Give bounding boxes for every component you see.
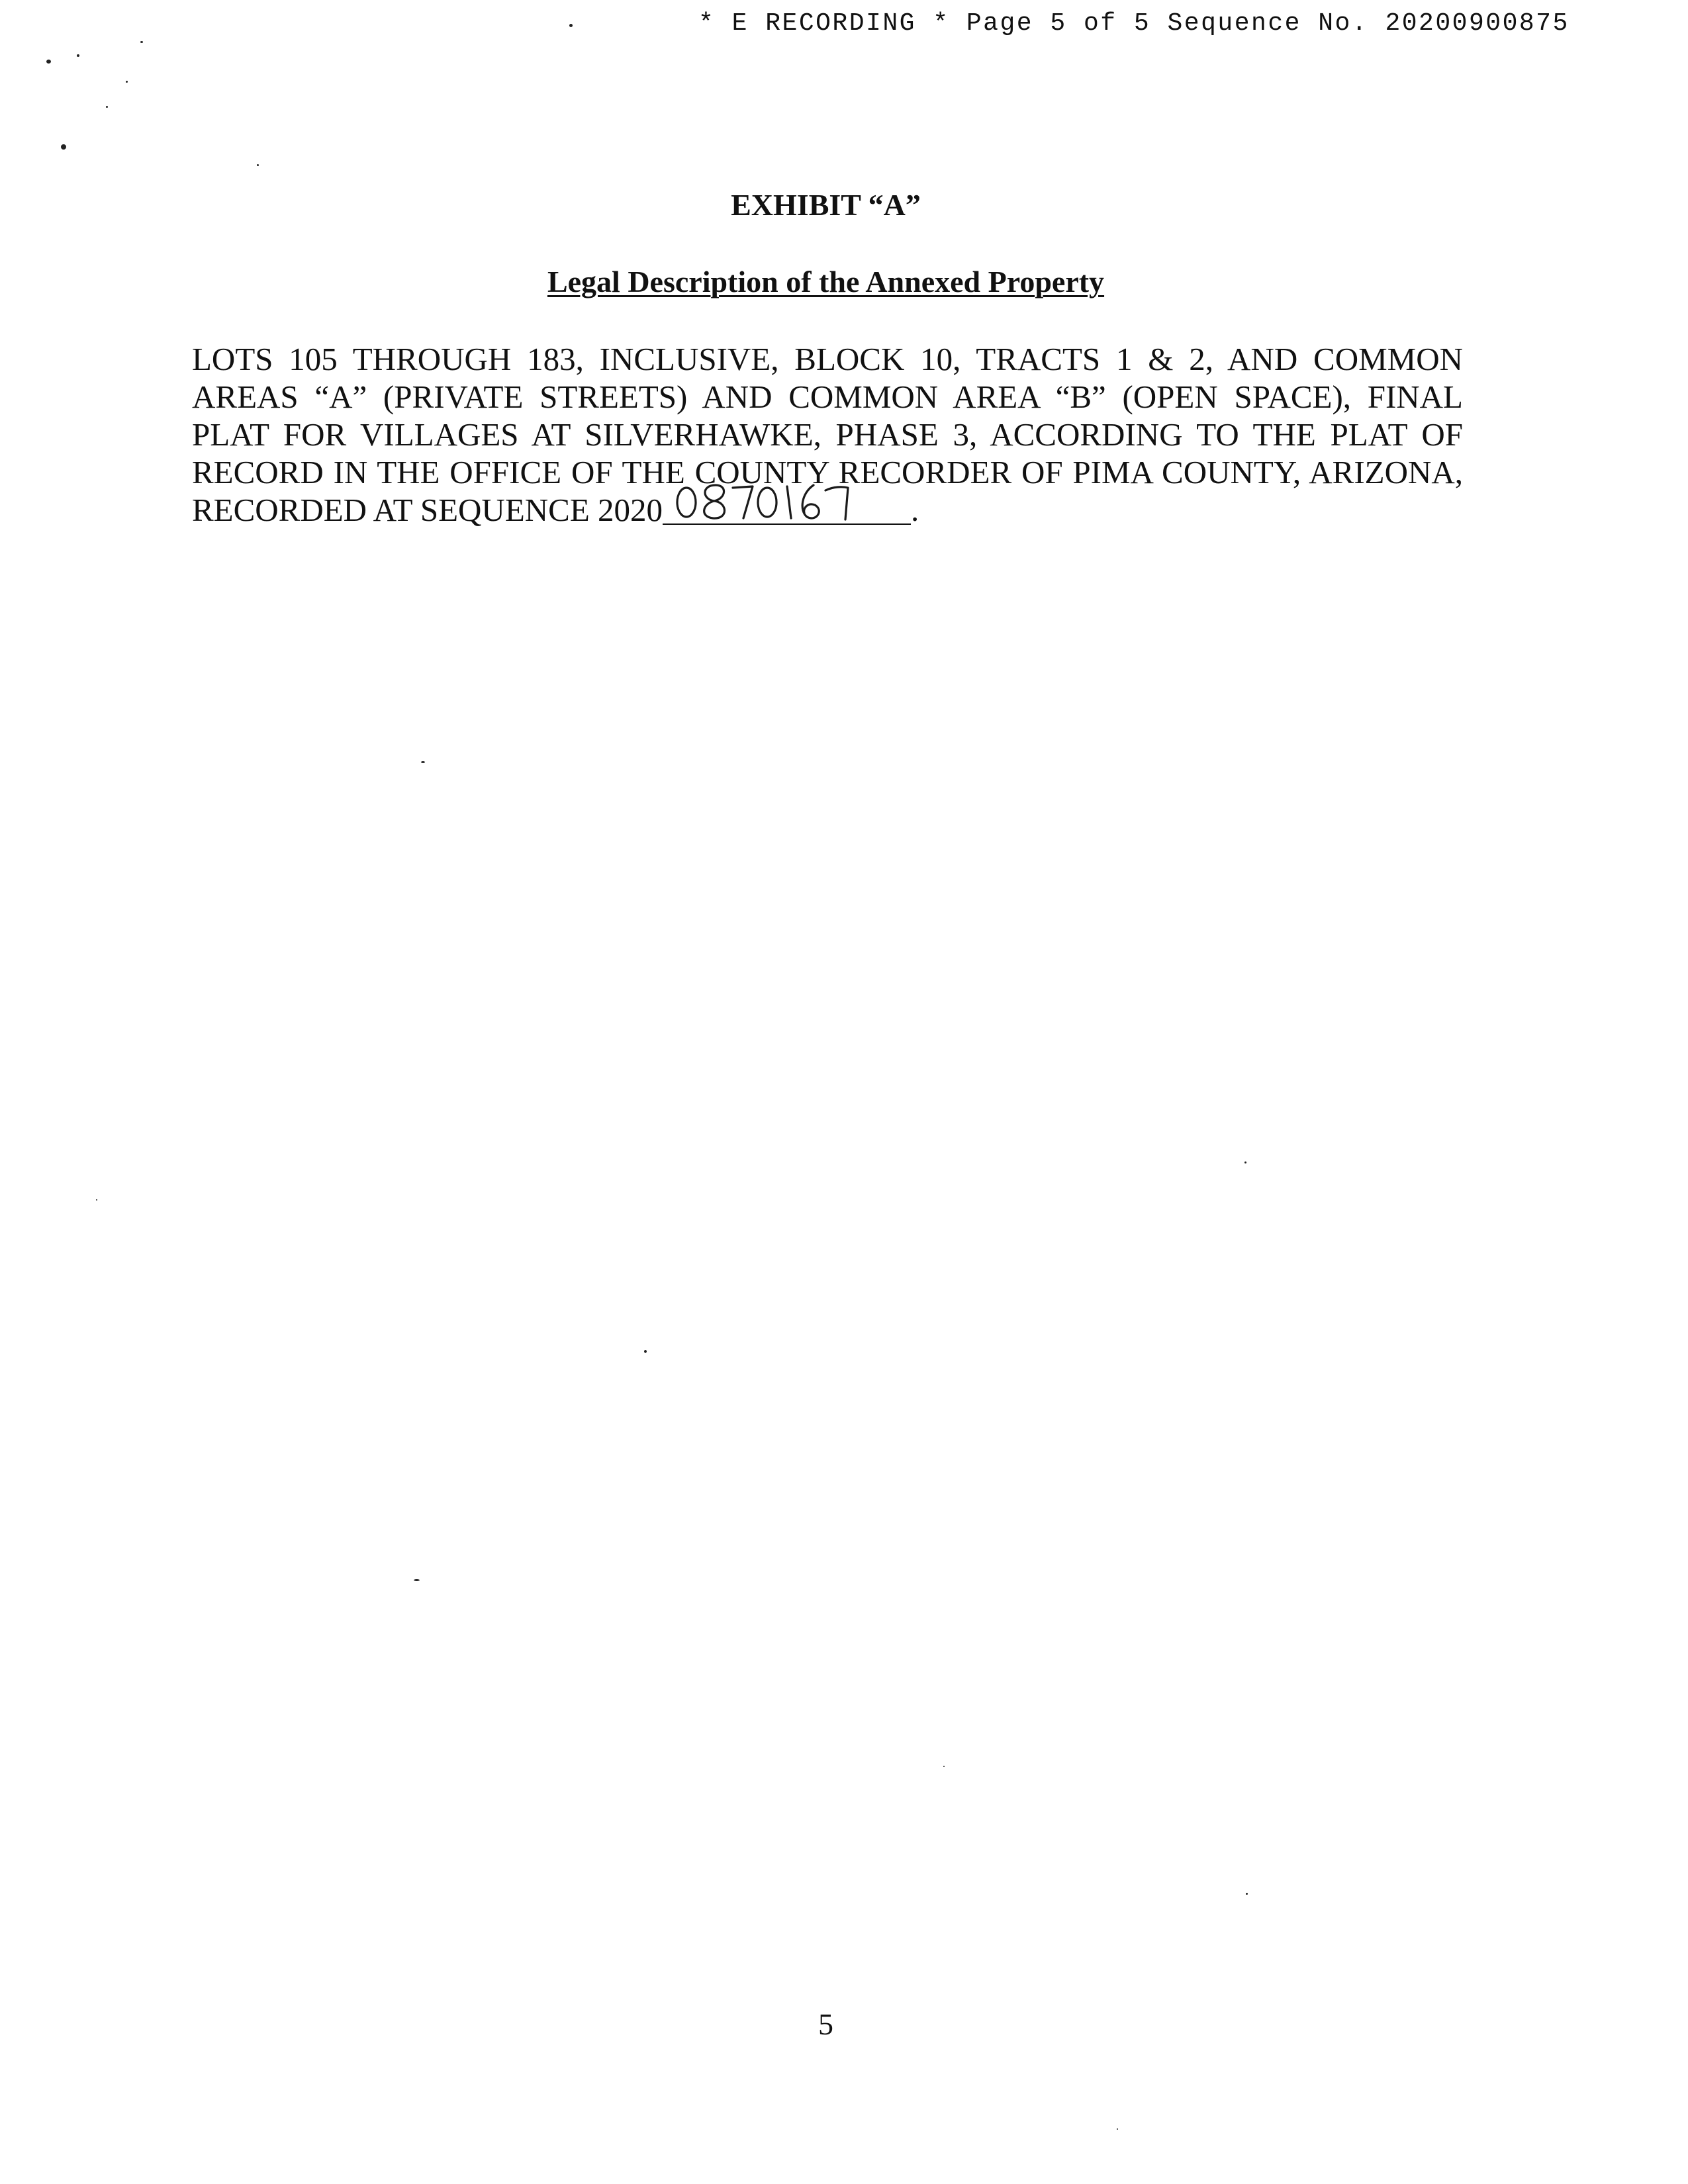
legal-line-1: LOTS 105 THROUGH 183, INCLUSIVE, BLOCK 10, TRACTS 1 & 2, AND COMMON <box>192 341 1463 377</box>
scan-speck <box>140 41 143 43</box>
scan-speck <box>1246 1893 1248 1895</box>
legal-line-3: PLAT FOR VILLAGES AT SILVERHAWKE, PHASE 3, ACCORDING TO THE PLAT OF <box>192 416 1463 453</box>
scan-speck <box>943 1766 945 1767</box>
scan-speck <box>126 81 128 83</box>
final-period: . <box>911 492 919 528</box>
scan-speck <box>106 106 108 108</box>
handwriting-graphic <box>675 476 853 522</box>
scan-speck <box>1117 2128 1118 2130</box>
scan-speck <box>414 1579 420 1581</box>
scan-speck <box>61 144 66 150</box>
scan-speck <box>569 24 573 27</box>
scan-speck <box>1244 1161 1246 1163</box>
recorded-at-sequence-label: RECORDED AT SEQUENCE 2020 <box>192 492 663 528</box>
sequence-number-blank <box>663 493 911 525</box>
scan-speck <box>77 54 79 57</box>
handwritten-sequence-number <box>675 476 853 522</box>
page-number: 5 <box>818 2007 833 2041</box>
legal-description-heading: Legal Description of the Annexed Property <box>547 265 1105 298</box>
scan-speck <box>421 761 425 763</box>
scan-speck <box>644 1350 647 1353</box>
legal-line-5 <box>192 491 1463 529</box>
recording-stamp-header: * E RECORDING * Page 5 of 5 Sequence No. 20200900875 <box>698 9 1570 38</box>
legal-line-2: AREAS “A” (PRIVATE STREETS) AND COMMON AREA “B” (OPEN SPACE), FINAL <box>192 379 1463 415</box>
scan-speck <box>96 1199 97 1201</box>
legal-description-body <box>192 340 1463 529</box>
legal-line-4: RECORD IN THE OFFICE OF THE COUNTY RECORDER OF PIMA COUNTY, ARIZONA, <box>192 454 1463 490</box>
exhibit-title: EXHIBIT “A” <box>731 188 921 222</box>
scan-speck <box>257 164 259 166</box>
scan-speck <box>46 60 51 64</box>
